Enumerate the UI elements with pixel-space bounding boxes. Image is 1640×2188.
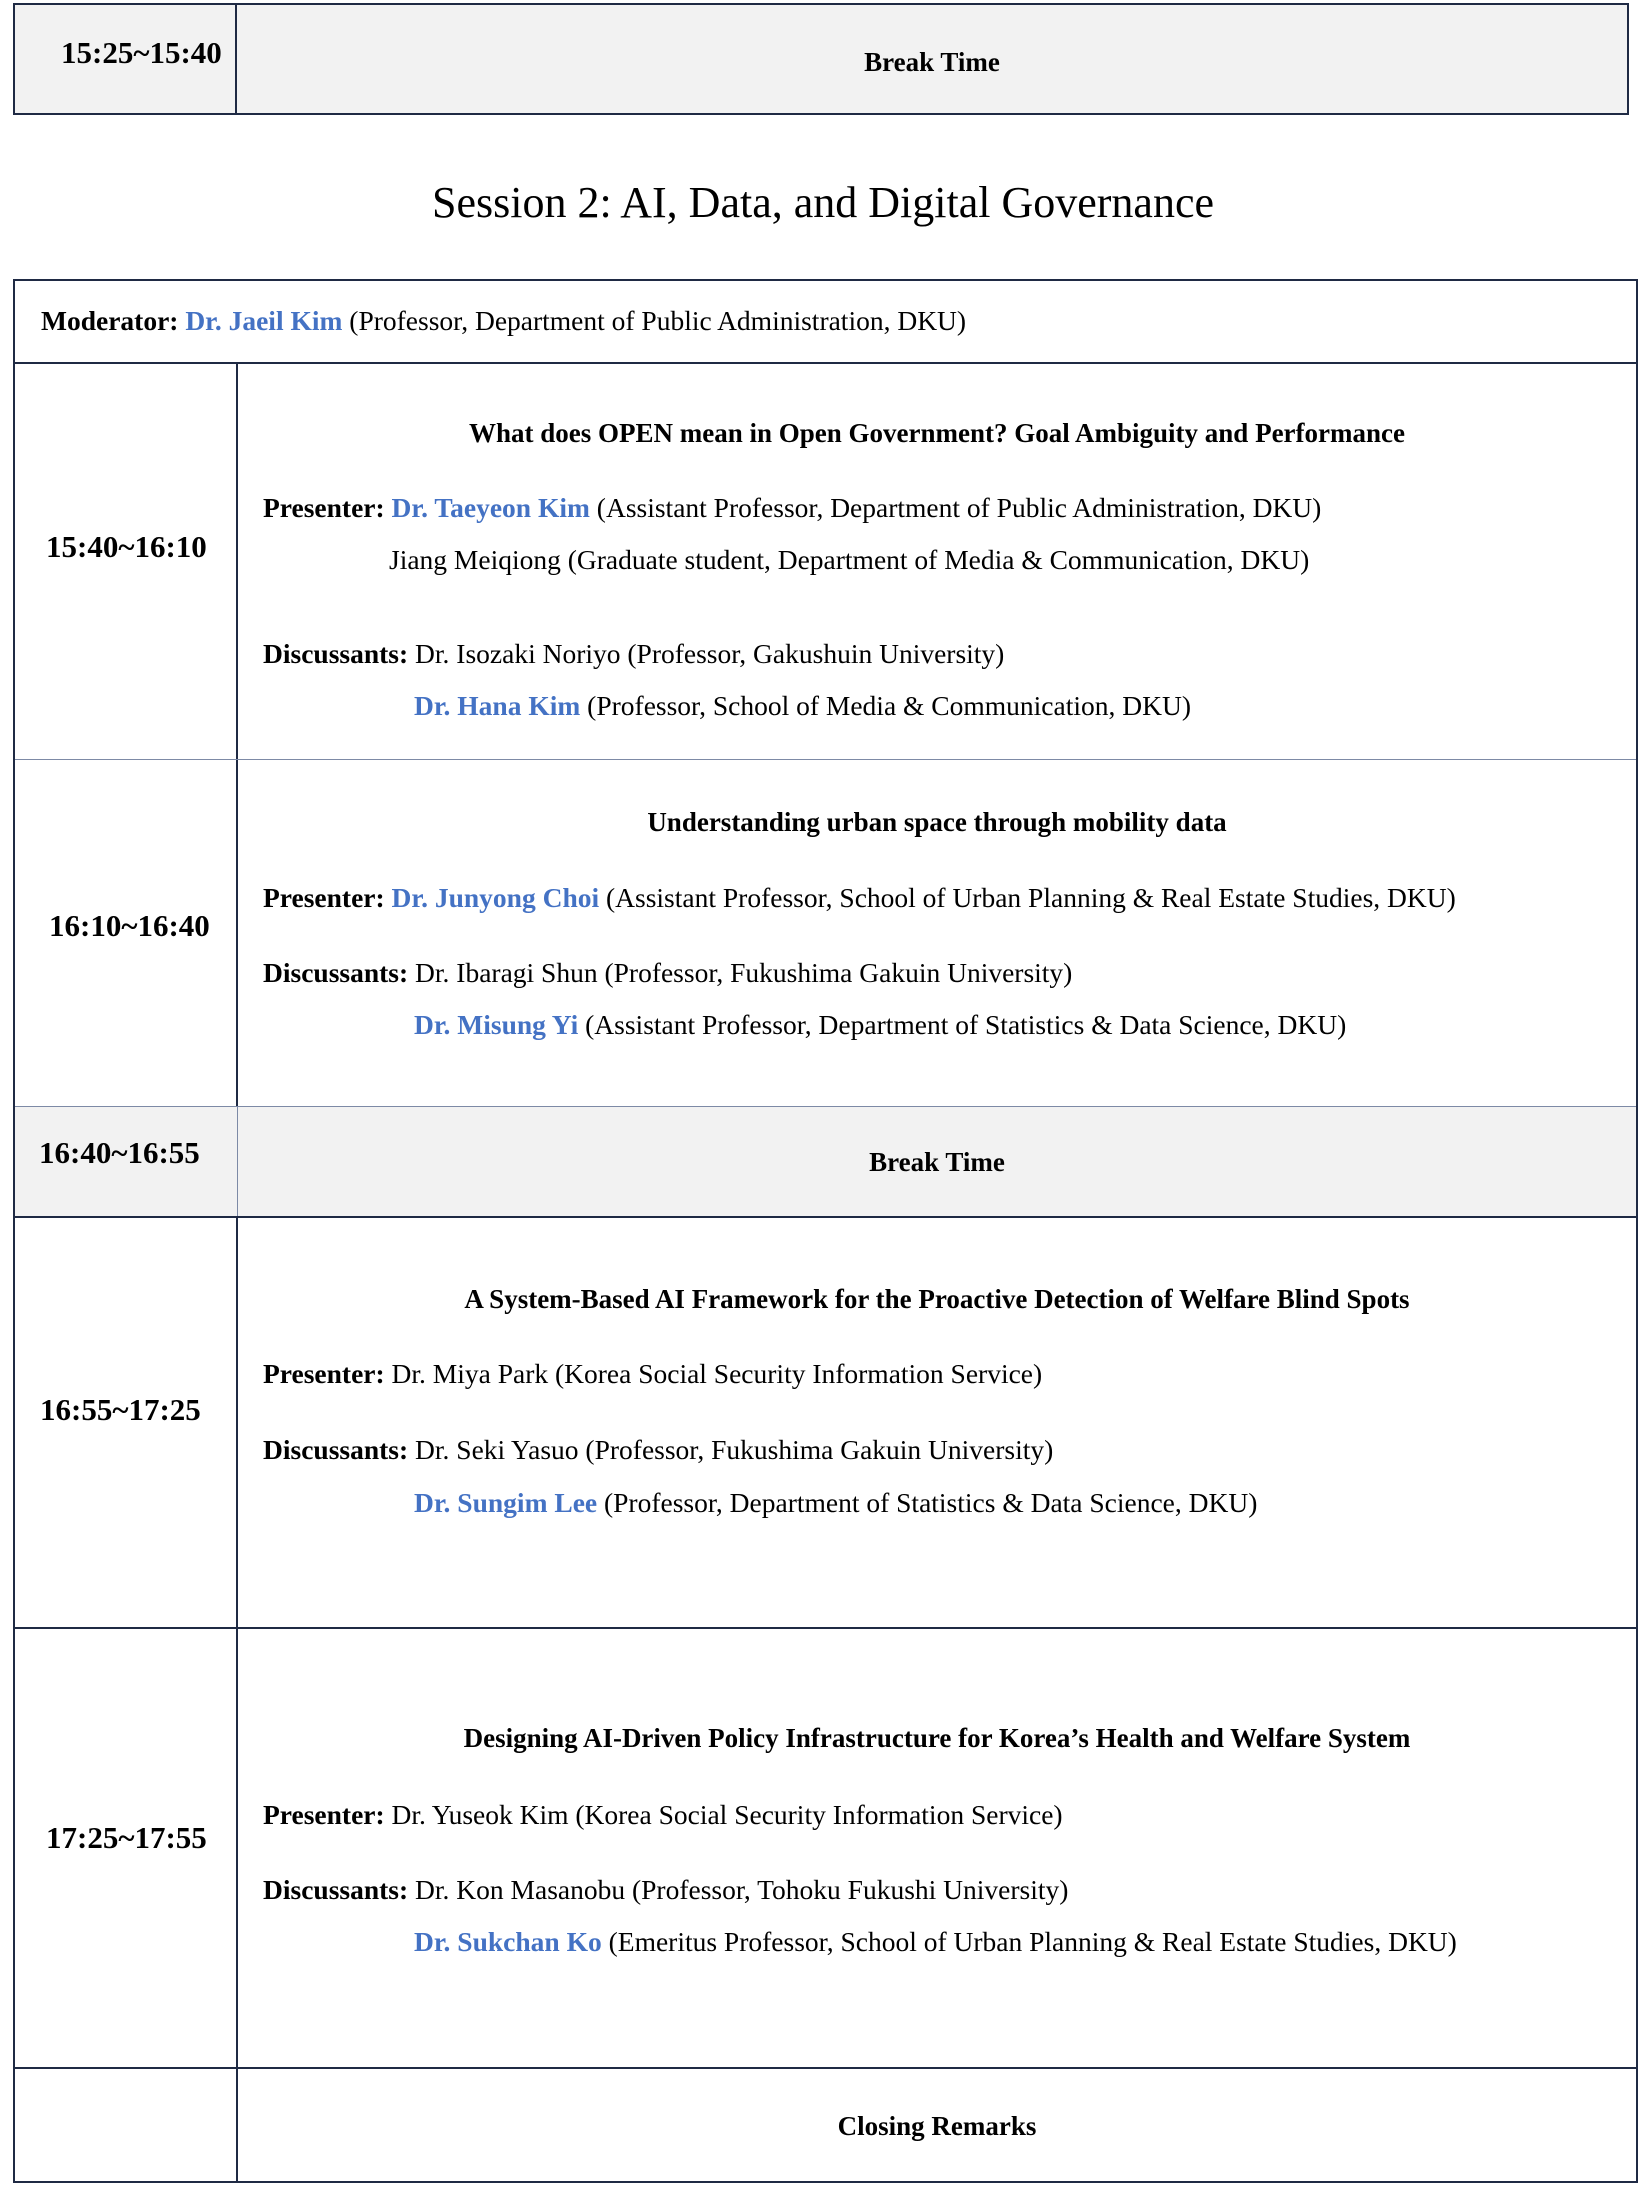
break-content [238, 1107, 1636, 1216]
moderator-label: Moderator: [41, 305, 179, 336]
break-time-text: 16:40~16:55 [39, 1135, 200, 1170]
presenter-affiliation: (Assistant Professor, School of Urban Planning & Real Estate Studies, DKU) [606, 882, 1456, 913]
discussant-2-affiliation: (Professor, School of Media & Communication, DKU) [587, 690, 1191, 721]
break-time-slot [15, 1107, 238, 1216]
discussant-1: Dr. Seki Yasuo (Professor, Fukushima Gakuin University) [415, 1434, 1054, 1465]
talk-row-2 [15, 760, 1636, 1107]
break-label: Break Time [869, 1147, 1005, 1177]
discussant-2-name: Dr. Misung Yi [414, 1009, 579, 1040]
discussants-line [263, 638, 1004, 670]
discussants-line [263, 957, 1072, 989]
talk-time [15, 1218, 238, 1627]
talk-row-1 [15, 364, 1636, 760]
talk-time-text: 16:10~16:40 [49, 908, 210, 943]
closing-row [15, 2069, 1636, 2181]
discussant-2-line [414, 690, 1191, 722]
discussant-2-affiliation: (Assistant Professor, Department of Statistics & Data Science, DKU) [585, 1009, 1347, 1040]
discussant-1: Dr. Ibaragi Shun (Professor, Fukushima Gakuin University) [415, 957, 1073, 988]
talk-title: What does OPEN mean in Open Government? Goal Ambiguity and Performance [469, 418, 1405, 448]
talk-time-text: 16:55~17:25 [40, 1392, 201, 1427]
talk-row-4 [15, 1629, 1636, 2069]
discussant-2-affiliation: (Emeritus Professor, School of Urban Planning & Real Estate Studies, DKU) [608, 1926, 1457, 1957]
discussant-2-name: Dr. Sungim Lee [414, 1487, 598, 1518]
discussants-label: Discussants: [263, 638, 409, 669]
discussants-line [263, 1874, 1068, 1906]
presenter-line [263, 1358, 1042, 1390]
talk-content [238, 1218, 1636, 1627]
session-table [13, 279, 1638, 2183]
discussant-2-line [414, 1009, 1346, 1041]
closing-content [238, 2069, 1636, 2181]
presenter-text: Dr. Yuseok Kim (Korea Social Security Information Service) [391, 1799, 1063, 1830]
presenter-text: Dr. Miya Park (Korea Social Security Information Service) [391, 1358, 1043, 1389]
moderator-affiliation: (Professor, Department of Public Administration, DKU) [349, 305, 967, 336]
closing-label: Closing Remarks [837, 2111, 1037, 2141]
talk-title: Understanding urban space through mobility data [647, 807, 1227, 837]
talk-time [15, 1629, 238, 2067]
presenter-name: Dr. Taeyeon Kim [391, 492, 590, 523]
session-title: Session 2: AI, Data, and Digital Governance [431, 178, 1215, 227]
moderator-row [15, 281, 1636, 364]
presenter-affiliation: (Assistant Professor, Department of Public Administration, DKU) [596, 492, 1322, 523]
talk-time [15, 364, 238, 759]
break-time-slot: 15:25~15:40 [15, 5, 237, 113]
copresenter-line: Jiang Meiqiong (Graduate student, Department of Media & Communication, DKU) [389, 544, 1310, 575]
discussant-1: Dr. Kon Masanobu (Professor, Tohoku Fukushi University) [415, 1874, 1069, 1905]
talk-time [15, 760, 238, 1106]
discussants-label: Discussants: [263, 1874, 409, 1905]
presenter-label: Presenter: [263, 1799, 385, 1830]
talk-content [238, 1629, 1636, 2067]
discussant-2-affiliation: (Professor, Department of Statistics & Data Science, DKU) [603, 1487, 1258, 1518]
presenter-name: Dr. Junyong Choi [391, 882, 600, 913]
discussant-2-name: Dr. Sukchan Ko [414, 1926, 602, 1957]
talk-row-3 [15, 1218, 1636, 1629]
presenter-line [263, 882, 1456, 914]
talk-content [238, 760, 1636, 1106]
discussant-2-line [414, 1926, 1457, 1958]
discussants-label: Discussants: [263, 1434, 409, 1465]
discussant-1: Dr. Isozaki Noriyo (Professor, Gakushuin University) [415, 638, 1005, 669]
presenter-line [263, 1799, 1063, 1831]
talk-time-text: 15:40~16:10 [46, 529, 207, 564]
talk-title: Designing AI-Driven Policy Infrastructure for Korea’s Health and Welfare System [463, 1723, 1411, 1753]
break-label: Break Time [864, 46, 1000, 77]
presenter-label: Presenter: [263, 492, 385, 523]
talk-time-text: 17:25~17:55 [46, 1820, 207, 1855]
top-break-row [13, 3, 1629, 115]
presenter-label: Presenter: [263, 882, 385, 913]
moderator-name: Dr. Jaeil Kim [185, 305, 343, 336]
talk-content [238, 364, 1636, 759]
closing-time-slot [15, 2069, 238, 2181]
discussant-2-line [414, 1487, 1257, 1519]
presenter-label: Presenter: [263, 1358, 385, 1389]
mid-break-row [15, 1107, 1636, 1218]
talk-title: A System-Based AI Framework for the Proactive Detection of Welfare Blind Spots [464, 1284, 1410, 1314]
presenter-line [263, 492, 1321, 524]
discussants-label: Discussants: [263, 957, 409, 988]
discussant-2-name: Dr. Hana Kim [414, 690, 581, 721]
discussants-line [263, 1434, 1053, 1466]
